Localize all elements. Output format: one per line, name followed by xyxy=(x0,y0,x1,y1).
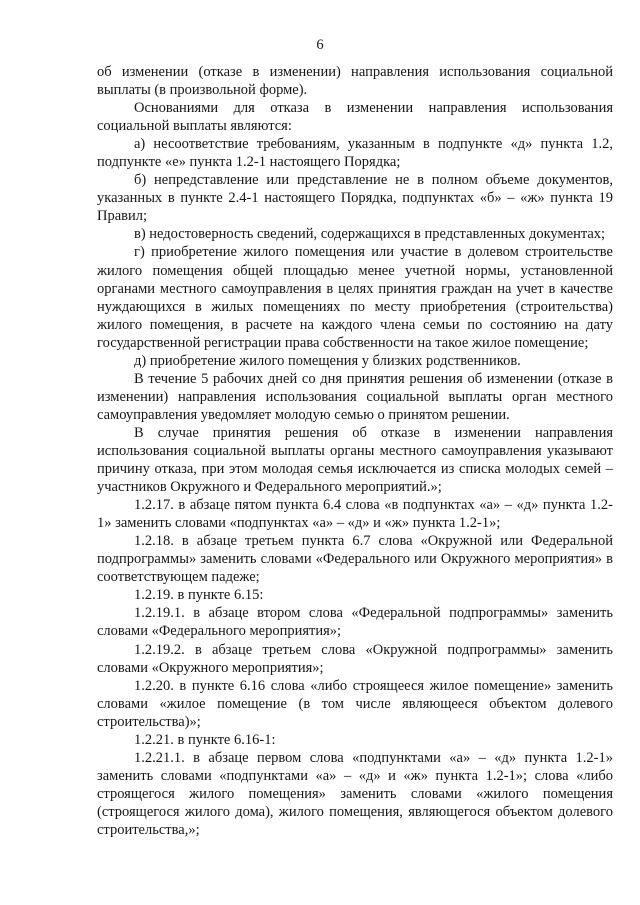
page-number: 6 xyxy=(316,37,324,53)
paragraph-1-2-18: 1.2.18. в абзаце третьем пункта 6.7 слова «Окружной или Федеральной подпрограммы» заменить словами «Федерального или Окружного мероприятия» в соответствующем падеже; xyxy=(97,533,613,586)
paragraph-refusal-case: В случае принятия решения об отказе в изменении направления использования социальной выплаты органы местного самоуправления указывают причину отказа, при этом молодая семья исключается из списка молодых семей – участников Окружного и Федерального мероприятий.»; xyxy=(97,424,613,496)
paragraph-refusal-grounds: Основаниями для отказа в изменении направления использования социальной выплаты являются: xyxy=(97,100,613,135)
paragraph-item-g: г) приобретение жилого помещения или участие в долевом строительстве жилого помещения общей площадью менее учетной нормы, установленной органами местного самоуправления в целях принятия граждан на учет в качестве нуждающихся в жилых помещениях по месту приобретения (строительства) жилого помещения, в расчете на каждого члена семьи по состоянию на дату государственной регистрации права собственности на такое жилое помещение; xyxy=(97,244,613,351)
paragraph-notification: В течение 5 рабочих дней со дня принятия решения об изменении (отказе в изменении) направления использования социальной выплаты орган местного самоуправления уведомляет молодую семью о принятом решении. xyxy=(97,370,613,423)
paragraph-item-v: в) недостоверность сведений, содержащихся в представленных документах; xyxy=(134,226,606,243)
paragraph-item-d: д) приобретение жилого помещения у близких родственников. xyxy=(134,352,521,369)
paragraph-continuation: об изменении (отказе в изменении) направления использования социальной выплаты (в произвольной форме). xyxy=(97,64,613,99)
paragraph-1-2-20: 1.2.20. в пункте 6.16 слова «либо строящееся жилое помещение» заменить словами «жилое помещение (в том числе являющееся объектом долевого строительства)»; xyxy=(97,677,613,730)
document-body xyxy=(97,63,613,839)
paragraph-1-2-21: 1.2.21. в пункте 6.16-1: xyxy=(134,731,276,748)
paragraph-1-2-19-1: 1.2.19.1. в абзаце втором слова «Федеральной подпрограммы» заменить словами «Федерального мероприятия»; xyxy=(97,605,613,640)
paragraph-1-2-17: 1.2.17. в абзаце пятом пункта 6.4 слова «в подпунктах «а» – «д» пункта 1.2-1» заменить словами «подпунктах «а» – «д» и «ж» пункта 1.2-1»; xyxy=(97,497,613,532)
paragraph-item-b: б) непредставление или представление не в полном объеме документов, указанных в пункте 2.4-1 настоящего Порядка, подпунктах «б» – «ж» пункта 19 Правил; xyxy=(97,172,613,225)
paragraph-1-2-19-2: 1.2.19.2. в абзаце третьем слова «Окружной подпрограммы» заменить словами «Окружного мероприятия»; xyxy=(97,641,613,676)
paragraph-1-2-21-1: 1.2.21.1. в абзаце первом слова «подпунктами «а» – «д» пункта 1.2-1» заменить словами «подпунктами «а» – «д» и «ж» пункта 1.2-1»; слова «либо строящегося жилого помещения» заменить словами «жилого помещения (строящегося жилого дома), жилого помещения, являющегося объектом долевого строительства,»; xyxy=(97,749,613,838)
paragraph-1-2-19: 1.2.19. в пункте 6.15: xyxy=(134,587,264,604)
paragraph-item-a: а) несоответствие требованиям, указанным в подпункте «д» пункта 1.2, подпункте «е» пункта 1.2-1 настоящего Порядка; xyxy=(97,136,613,171)
